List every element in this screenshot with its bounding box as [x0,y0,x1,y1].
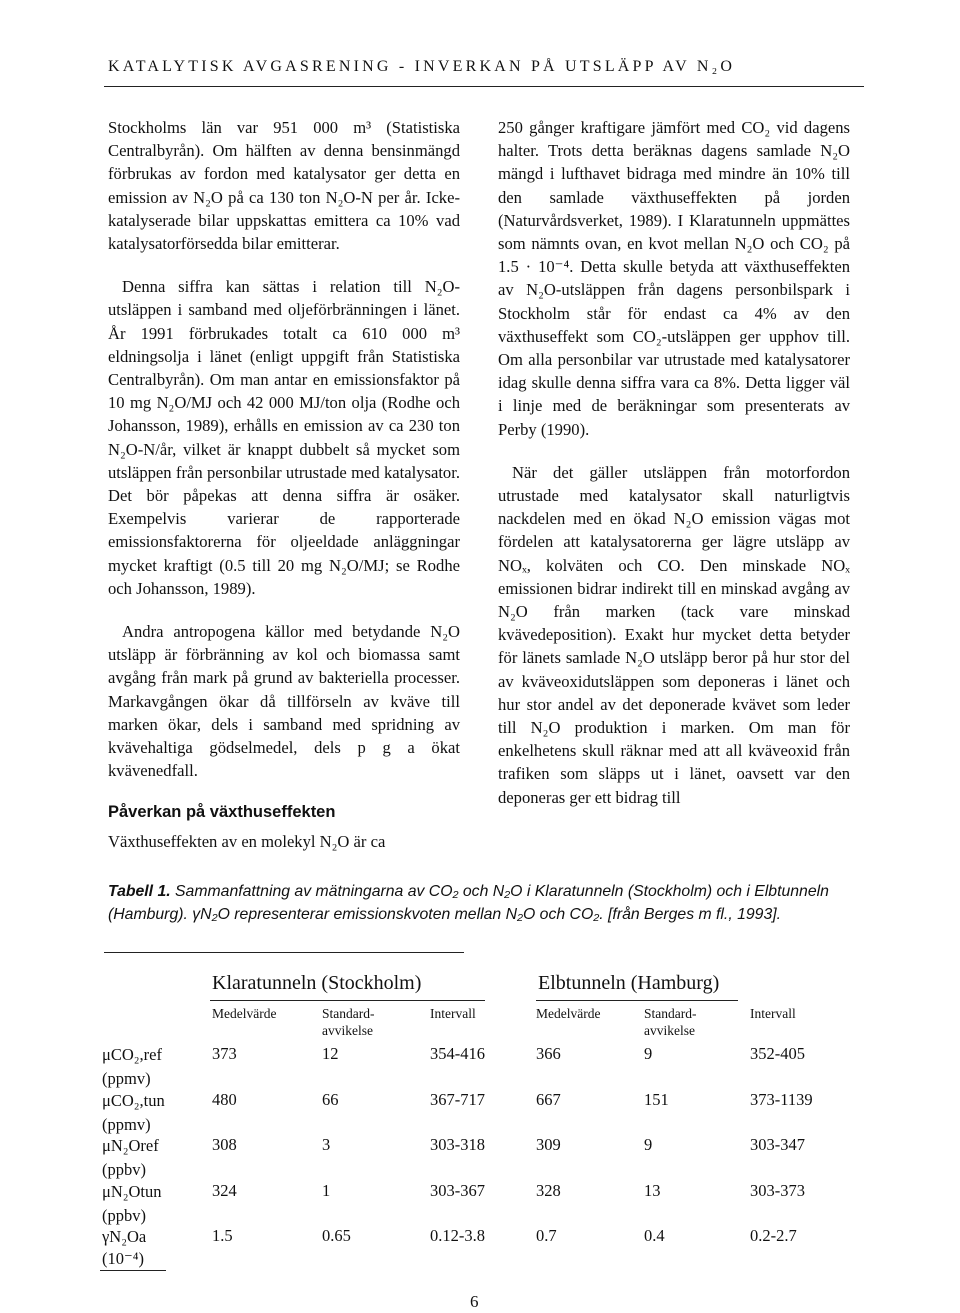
table-cell: 373 [212,1044,237,1063]
table-cell: 324 [212,1181,237,1200]
left-column [108,116,460,874]
right-paragraph-2: När det gäller utsläppen från motorfordon utrustade med katalysator skall naturligtvis nackdelen med en ökad N₂O emission vägas mot fördelen att katalysatorerna ger lägre utsläpp av NOₓ, kolväten och CO. Den minskade NOₓ emissionen bidrar indirekt till en minskad avgång av N₂O från marken (tack vare minskad kvävedeposition). Exakt hur mycket detta betyder för länets samlade N₂O utsläpp beror på hur stor del av kväveoxidutsläppen som deponeras i länet och hur stor andel av det deponerade kvävet som leder till N₂O produktion i marken. Om man för enkelhetens skull räknar med att all kväveoxid från trafiken som släpps ut i länet, oavsett var den deponeras ger ett bidrag till [498,462,850,807]
left-paragraph-3: Andra antropogena källor med betydande N₂O utsläpp är förbränning av kol och biomassa samt avgång från mark på grund av bakteriella processer. Markavgången ökar då tillförseln av kväve till marken ökar, dels i samband med spridning av kvävehaltiga gödselmedel, dels p g a ökat kvävenedfall. [108,622,460,781]
row-unit: (10⁻⁴) [102,1249,144,1268]
subheader-e-mean: Medelvärde [536,1006,601,1021]
row-unit: (ppbv) [102,1206,146,1225]
caption-text: Sammanfattning av mätningarna av CO₂ och N₂O i Klaratunneln (Stockholm) och i Elbtunneln (Hamburg). γN₂O representerar emissionskvoten mellan N₂O och CO₂. [från Berges m fl., 1993]. [108,883,829,923]
running-header: KATALYTISK AVGASRENING - INVERKAN PÅ UTSLÄPP AV N₂O [108,58,736,75]
table-cell: 480 [212,1090,237,1109]
table-cell: 303-347 [750,1135,805,1154]
row-label: μCO₂,ref [102,1045,162,1064]
row-unit: (ppmv) [102,1115,151,1134]
row-label: μN₂Oref [102,1136,159,1155]
table-cell: 373-1139 [750,1090,813,1109]
table-cell: 9 [644,1044,653,1063]
row-label: μN₂Otun [102,1182,162,1201]
table-cell: 66 [322,1090,339,1109]
subheader-k-mean: Medelvärde [212,1006,277,1021]
row-label: μCO₂,tun [102,1091,165,1110]
table-cell: 9 [644,1135,653,1154]
table-cell: 0.65 [322,1226,351,1245]
table-cell: 354-416 [430,1044,485,1063]
table-cell: 0.7 [536,1226,557,1245]
table-cell: 667 [536,1090,561,1109]
data-table [100,972,870,1272]
subheader-k-range: Intervall [430,1006,476,1021]
row-unit: (ppmv) [102,1069,151,1088]
subheader-k-std-1: Standard- [322,1006,375,1021]
table-cell: 367-717 [430,1090,485,1109]
left-paragraph-1: Stockholms län var 951 000 m³ (Statistiska Centralbyrån). Om hälften av denna bensinmängd förbrukas av fordon med katalysator ger detta en emission av N₂O på ca 130 ton N₂O-N per år. Icke-katalyserade bilar uppskattas emittera ca 10% vad katalysatorförsedda bilar emitterar. [108,118,460,254]
caption-label: Tabell 1. [108,883,171,900]
group-header-elbtunneln: Elbtunneln (Hamburg) [538,972,720,994]
section-heading: Påverkan på växthuseffekten [108,803,336,822]
header-rule [104,86,864,87]
table-cell: 308 [212,1135,237,1154]
table-cell: 328 [536,1181,561,1200]
right-column [498,116,850,829]
table-cell: 303-367 [430,1181,485,1200]
caption-rule [104,952,464,953]
right-paragraph-1: 250 gånger kraftigare jämfört med CO₂ vid dagens halter. Trots detta beräknas dagens samlade N₂O mängd i lufthavet bidraga med mindre än 10% till den samlade växthuseffekten på jorden (Naturvårdsverket, 1989). I Klaratunneln uppmättes som nämnts ovan, en kvot mellan N₂O och CO₂ på 1.5 · 10⁻⁴. Detta skulle betyda att växthuseffekten av N₂O-utsläppen från dagens personbilspark i Stockholm står för endast ca 4% av den växthuseffekt som CO₂-utsläppen ger upphov till. Om alla personbilar var utrustade med katalysatorer idag skulle denna siffra vara ca 8%. Detta ligger väl i linje med de beräkningar som presenterats av Perby (1990). [498,118,850,439]
subheader-e-std-1: Standard- [644,1006,697,1021]
table-cell: 1.5 [212,1226,233,1245]
table-cell: 0.12-3.8 [430,1226,485,1245]
table-cell: 303-318 [430,1135,485,1154]
left-paragraph-4: Växthuseffekten av en molekyl N₂O är ca [108,832,386,852]
subheader-k-std-2: avvikelse [322,1023,373,1038]
group-rule-elbtunneln [536,1000,738,1001]
table-cell: 3 [322,1135,331,1154]
subheader-e-std-2: avvikelse [644,1023,695,1038]
table-caption [108,880,868,926]
table-cell: 352-405 [750,1044,805,1063]
row-label: γN₂Oa [102,1227,147,1246]
table-cell: 1 [322,1181,331,1200]
table-cell: 151 [644,1090,669,1109]
table-bottom-rule [100,1270,166,1271]
table-cell: 0.2-2.7 [750,1226,797,1245]
subheader-e-range: Intervall [750,1006,796,1021]
left-paragraph-2: Denna siffra kan sättas i relation till N₂O-utsläppen i samband med oljeförbränningen i länet. År 1991 förbrukades totalt ca 610 000 m³ eldningsolja i länet (enligt uppgift från Statistiska Centralbyrån). Om man antar en emissionsfaktor på 10 mg N₂O/MJ och 42 000 MJ/ton olja (Rodhe och Johansson, 1989), erhålls en emission av ca 230 ton N₂O-N/år, vilket är knappt dubbelt så mycket som utsläppen från personbilar utrustade med katalysator. Det bör påpekas att denna siffra är osäker. Exempelvis varierar de rapporterade emissionsfaktorerna för oljeeldade anläggningar mycket kraftigt (0.5 till 20 mg N₂O/MJ; se Rodhe och Johansson, 1989). [108,277,460,598]
table-cell: 13 [644,1181,661,1200]
page-number: 6 [470,1292,479,1311]
group-rule-klaratunneln [210,1000,485,1001]
table-cell: 309 [536,1135,561,1154]
table-cell: 0.4 [644,1226,665,1245]
table-cell: 303-373 [750,1181,805,1200]
row-unit: (ppbv) [102,1160,146,1179]
table-cell: 12 [322,1044,339,1063]
group-header-klaratunneln: Klaratunneln (Stockholm) [212,972,422,994]
table-cell: 366 [536,1044,561,1063]
